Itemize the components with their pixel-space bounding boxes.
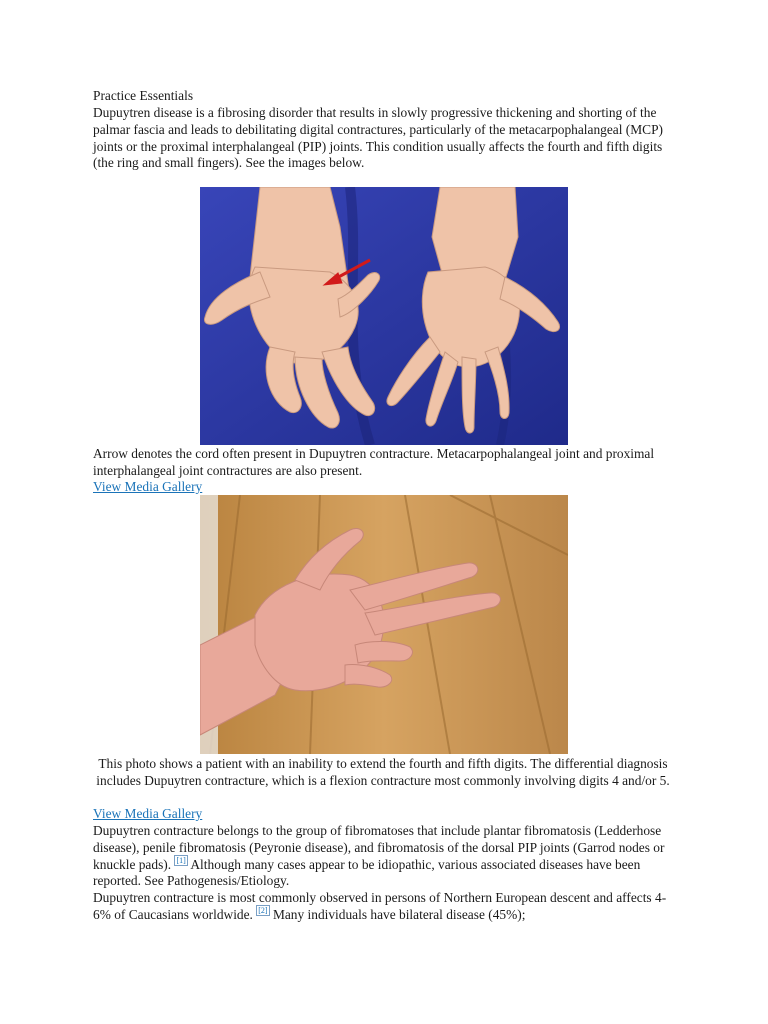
- epidemiology-text-after: Many individuals have bilateral disease (45%);: [269, 906, 526, 922]
- figure-2-caption: This photo shows a patient with an inability to extend the fourth and fifth digits. The differential diagnosis includes Dupuytren contracture, which is a flexion contracture most commonly involving digits 4 and/or 5.: [96, 756, 670, 788]
- figure-contracture-photo: [200, 495, 568, 754]
- citation-1-link[interactable]: [1]: [176, 856, 186, 866]
- intro-paragraph: Dupuytren disease is a fibrosing disorder that results in slowly progressive thickening and shorting of the palmar fascia and leads to debilitating digital contractures, particularly of the metacarpophalangeal (MCP) joints or the proximal interphalangeal (PIP) joints. This condition usually affects the fourth and fifth digits (the ring and small fingers). See the images below.: [93, 105, 664, 171]
- epidemiology-text-before: Dupuytren contracture is most commonly observed in persons of Northern European descent and affects 4-6% of Caucasians worldwide.: [93, 890, 667, 922]
- fibromatoses-text-before: Dupuytren contracture belongs to the group of fibromatoses that include plantar fibromatosis (Ledderhose disease), penile fibromatosis (Peyronie disease), and fibromatosis of the dorsal PIP joints (Garrod nodes or knuckle pads).: [93, 823, 665, 872]
- view-media-gallery-link-2[interactable]: View Media Gallery: [93, 806, 203, 821]
- fibromatoses-text-after: Although many cases appear to be idiopathic, various associated diseases have been reported. See Pathogenesis/Etiology.: [93, 856, 641, 889]
- figure-hands-photo: [200, 187, 568, 445]
- citation-2-link[interactable]: [2]: [258, 906, 268, 916]
- fibromatoses-paragraph: [93, 823, 673, 890]
- view-media-gallery-link-1[interactable]: View Media Gallery: [93, 479, 203, 494]
- epidemiology-paragraph: [93, 890, 673, 924]
- section-heading: Practice Essentials: [93, 88, 194, 103]
- figure-1-caption: Arrow denotes the cord often present in Dupuytren contracture. Metacarpophalangeal joint and proximal interphalangeal joint contractures are also present.: [93, 446, 655, 478]
